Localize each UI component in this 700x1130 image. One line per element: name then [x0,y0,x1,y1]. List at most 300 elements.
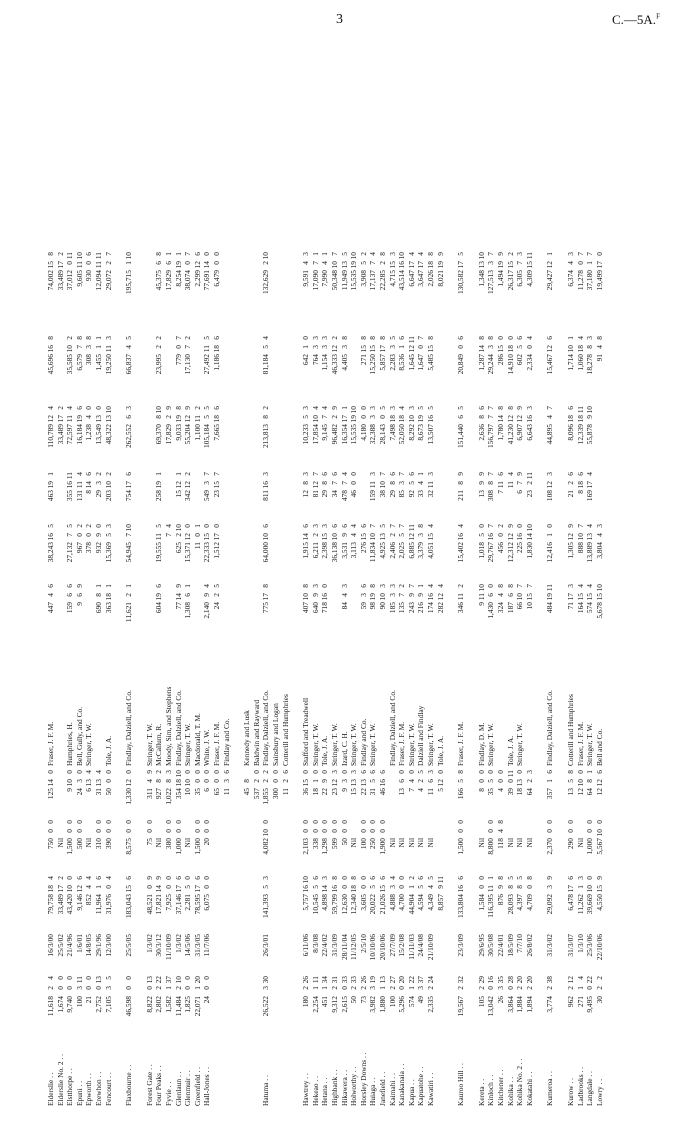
table-cell: 0 [496,336,505,340]
table-cell: 8,292 [406,424,416,441]
table-cell: 354 [173,788,183,800]
table-cell: 0 [55,976,65,980]
table-cell: 0 [94,524,103,528]
table-cell: 15 [524,261,534,269]
table-cell: 0 [164,885,173,889]
table-cell: 7 [320,415,330,419]
table-cell: 3 [74,986,84,990]
table-cell: 2 [46,986,55,990]
run-name: Kereta . . [476,1078,486,1106]
table-cell: 9 [310,593,320,597]
table-cell: 0 [515,524,525,528]
table-cell: 0 [406,770,416,774]
table-cell: 21/4/96 [65,934,75,957]
table-cell: 8 [330,876,339,880]
table-cell: 6 [406,472,416,476]
table-cell: 16 [426,593,435,601]
table-cell: 74,002 [46,270,55,291]
table-cell: 20 [397,976,407,984]
table-cell: 1 [406,885,416,889]
table-cell: 8 [164,779,173,783]
table-cell: 19 [349,415,359,423]
table-cell: 100 [74,996,84,1008]
table-cell: 12 [183,533,193,541]
table-cell: 14 [173,593,183,601]
table-cell: 10 [173,976,183,984]
table-cell: 0 [251,770,261,774]
agent-name: Findlay, Dalziell, and Co. [545,690,555,766]
table-cell: 9,146 [74,894,84,911]
table-cell: 0 [330,829,339,833]
table-cell: 3 [221,779,231,783]
table-cell: 10 [594,829,604,837]
agent-name: Bell, Gully, and Co. [74,706,84,766]
table-cell: 4 [416,481,426,485]
table-cell: 12 [515,415,525,423]
table-cell: 0 [84,533,94,537]
table-cell: 96,482 [330,424,339,445]
table-cell: 9 [164,406,173,410]
table-cell: 380 [164,838,173,850]
table-cell: 0 [545,820,555,824]
run-name: Flaxbourne . . [124,1064,134,1106]
table-cell: 29/1/96 [94,934,103,957]
table-cell: 16 [456,885,466,893]
table-cell: 0 [103,820,113,824]
table-cell: 19,555 [154,542,164,563]
table-cell: 30 [594,996,604,1004]
table-cell: 0 [103,770,113,774]
table-cell: 15 [378,885,387,893]
table-cell: 3 [103,524,113,528]
table-cell: 3,379 [416,542,426,559]
table-cell: 4,898 [320,894,330,911]
table-cell: 0 [74,533,84,537]
table-cell: 64 [524,788,534,796]
table-cell: 852 [84,894,94,906]
table-cell: 12 [505,415,515,423]
table-cell: 3 [397,481,407,485]
table-cell: 4,082 [261,838,271,855]
table-cell: 4,709 [524,894,534,911]
run-name: Highbank . . [330,1069,339,1106]
table-cell: 8,536 [397,354,407,371]
table-cell: 4,309 [524,270,534,287]
agent-name: Fraser, J. F. M. [212,721,221,766]
table-cell: 0 [183,261,193,265]
table-cell: 174 [426,602,435,614]
table-cell: 31 [330,976,339,984]
table-cell: 6,579 [74,354,84,371]
table-cell: Nil [416,838,426,848]
table-cell: 10 [124,524,134,532]
agent-name: Stringer, T. W. [585,723,595,766]
table-cell: 1 [192,986,202,990]
table-cell: 98 [368,602,378,610]
table-cell: 2 [251,779,261,783]
table-cell: 12 [435,779,445,787]
table-row [486,40,495,1110]
table-cell: 36,138 [330,542,339,563]
agent-name: Stringer, T. W. [144,723,154,766]
table-cell: 10 [261,533,271,541]
table-cell: 9 [566,524,575,528]
table-cell: 19 [416,415,426,423]
table-cell: 2,025 [397,542,407,559]
table-cell: 599 [330,838,339,850]
table-cell: 9 [505,524,515,528]
table-cell: 10 [594,584,604,592]
table-cell: 1,894 [524,996,534,1013]
table-cell: 3 [94,481,103,485]
table-cell: 12 [301,490,311,498]
table-cell: 2 [103,472,113,476]
table-cell: 6,907 [515,424,525,441]
table-cell: 38 [378,490,387,498]
table-cell: 15 [358,533,368,541]
table-cell: 22 [585,976,595,984]
table-cell: 0 [103,829,113,833]
table-row [545,40,554,1110]
table-row [426,40,435,1110]
table-cell: 0 [349,481,359,485]
table-cell: 31/3/09 [330,934,339,957]
table-cell: 0 [397,986,407,990]
table-cell: 11 [456,593,466,601]
table-cell: 5,485 [426,354,435,371]
table-cell: 38 [545,976,555,984]
table-cell: 3 [103,336,113,340]
table-cell: 15,535 [349,270,359,291]
run-name: Kinloch . . [486,1074,496,1106]
table-cell: 2 [456,584,466,588]
table-cell: 18 [212,415,221,423]
table-cell: 29,767 [486,542,496,563]
table-cell: 4,550 [594,894,604,911]
table-cell: 6 [202,788,212,792]
table-cell: 16 [524,415,534,423]
table-cell: 43,514 [397,270,407,291]
table-cell: 463 [46,490,55,502]
table-cell: 1,645 [406,354,416,371]
table-cell: 0 [94,986,103,990]
table-cell: 1,855 [261,788,271,805]
table-cell: 1,584 [476,894,486,911]
table-cell: 17 [566,885,575,893]
table-cell: 5 [378,524,387,528]
table-cell: 7 [164,533,173,537]
table-cell: 4 [397,406,407,410]
table-cell: 19 [173,415,183,423]
table-cell: 342 [183,490,193,502]
table-cell: 0 [545,829,555,833]
table-cell: 8 [486,481,496,485]
table-cell: 0 [594,820,604,824]
table-cell: 59 [358,602,368,610]
table-cell: 6 [65,593,75,597]
table-cell: 1 [545,252,555,256]
table-cell: 33,489 [55,894,65,915]
table-cell: 2 [183,472,193,476]
table-cell: 84 [339,602,349,610]
table-cell: 4 [46,976,55,980]
table-cell: 1 [585,261,595,265]
agent-name: Findlay, Dalziell, and Co. [387,690,397,766]
table-cell: 6 [124,415,134,419]
table-cell: 18 [515,788,525,796]
table-cell: 23/3/09 [456,934,466,957]
table-cell: 930 [84,270,94,282]
table-cell: 4 [505,472,515,476]
table-cell: 7 [486,472,496,476]
table-row [75,40,84,1110]
table-row [378,40,387,1110]
table-cell: 15 [387,261,397,269]
table-cell: 6 [124,876,134,880]
table-cell: 18 [212,345,221,353]
table-cell: 33,489 [55,424,65,445]
table-cell: 4 [202,584,212,588]
table-cell: 0 [486,820,496,824]
table-cell: 967 [74,542,84,554]
table-cell: 6 [192,252,202,256]
table-cell: 52,050 [397,424,407,445]
table-cell: 10 [183,788,193,796]
table-cell: 33 [339,976,349,984]
table-cell: 15 [358,345,368,353]
table-cell: 3 [124,406,134,410]
table-cell: 1 [575,986,585,990]
table-cell: 8 [496,406,505,410]
table-cell: 2,026 [426,270,435,287]
table-cell: 17 [173,885,183,893]
table-cell: 0 [397,885,407,889]
table-cell: 0 [261,820,271,824]
table-cell: 3 [566,252,575,256]
table-cell: 2 [261,779,271,783]
table-cell: 22 [358,788,368,796]
table-cell: 11 [486,885,496,893]
table-cell: 203 [103,490,113,502]
table-cell: 29/6/95 [476,934,486,957]
table-cell: 2 [505,252,515,256]
table-cell: 10 [154,406,164,414]
table-cell: 1,780 [496,424,505,441]
table-cell: 2 [154,345,164,349]
run-name: Hetana . . [320,1077,330,1106]
table-cell: 17,090 [310,270,320,291]
table-cell: 35,585 [65,354,75,375]
table-cell: 0 [486,584,496,588]
table-cell: 9 [339,533,349,537]
table-cell: 2 [212,593,221,597]
table-cell: Nil [84,838,94,848]
table-cell: 7 [496,490,505,494]
table-row [281,40,290,1110]
table-cell: 0 [320,820,330,824]
table-cell: 0 [46,770,55,774]
table-cell: 0 [46,820,55,824]
table-cell: 10,233 [301,424,311,445]
table-cell: 8 [515,885,525,889]
table-cell: 3 [320,876,330,880]
table-cell: 0 [202,829,212,833]
table-cell: 16 [261,481,271,489]
table-cell: 37,180 [585,270,595,291]
table-cell: 250 [368,838,378,850]
table-cell: 0 [271,770,280,774]
table-cell: 1 [94,584,103,588]
table-cell: 2 [566,986,575,990]
table-cell: 19 [496,261,505,269]
table-cell: 0 [368,820,378,824]
table-cell: 5 [397,533,407,537]
run-name: Glenlaun . . [173,1071,183,1106]
table-cell: 1 [585,770,595,774]
table-cell: 17,854 [310,424,320,445]
table-cell: 14 [301,533,311,541]
table-cell: 3 [387,406,397,410]
table-cell: 2 [387,986,397,990]
table-cell: 8 [173,406,183,410]
table-cell: 4 [575,976,585,980]
table-cell: 6 [397,779,407,783]
table-cell: 4 [456,524,466,528]
table-cell: 32 [426,490,435,498]
table-cell: 10 [515,593,525,601]
table-cell: 5 [486,779,496,783]
table-cell: 8 [261,415,271,419]
table-cell: 12,340 [349,894,359,915]
table-cell: 2 [397,584,407,588]
table-cell: 22,333 [202,542,212,563]
table-cell: 1,500 [192,838,202,855]
table-cell: 0 [212,261,221,265]
table-cell: 9 [416,593,426,597]
agent-name: Fraser, J. F. M. [397,721,407,766]
table-row [368,40,377,1110]
table-cell: 10 [397,252,407,260]
table-cell: 7 [103,252,113,256]
table-cell: 0 [339,829,349,833]
table-cell: 0 [330,820,339,824]
table-cell: 11 [368,481,378,489]
run-name: Kapuatohe . . [416,1066,426,1106]
table-cell: 2,752 [94,996,103,1013]
table-cell: 2 [330,336,339,340]
table-cell: 0 [378,829,387,833]
table-cell: 28 [505,976,515,984]
table-cell: 0 [320,770,330,774]
table-cell: 0 [84,976,94,980]
table-cell: 7 [173,336,183,340]
table-cell: 0 [585,829,595,833]
table-cell: 12 [406,533,416,541]
table-cell: 5 [202,406,212,410]
table-cell: 8 [320,481,330,485]
table-cell: 2 [173,533,183,537]
table-cell: 20 [524,976,534,984]
table-cell: 0 [65,976,75,980]
table-cell: 2 [330,986,339,990]
table-cell: 5 [368,885,378,889]
table-cell: 13 [94,415,103,423]
table-cell: 9 [515,472,525,476]
table-cell: 11 [435,876,445,884]
table-cell: 8 [594,336,604,340]
table-cell: 4,594 [416,894,426,911]
table-cell: 11,278 [575,270,585,291]
run-name: Kanakanaia . . [397,1063,407,1106]
table-row [202,40,211,1110]
table-cell: 3,908 [358,270,368,287]
table-cell: 11/7/06 [202,934,212,957]
table-cell: 8,021 [435,270,445,287]
table-cell: 11 [74,976,84,984]
table-cell: 22,071 [192,996,202,1017]
table-cell: 6 [456,336,466,340]
table-cell: 27 [387,976,397,984]
table-cell: 5 [426,876,435,880]
table-cell: 15 [212,481,221,489]
table-cell: 0 [202,876,212,880]
table-cell: 22 [154,976,164,984]
table-cell: Nil [406,838,416,848]
table-cell: 17 [55,415,65,423]
table-cell: 9 [74,584,84,588]
table-cell: 11 [192,542,202,550]
table-cell: 20 [515,976,525,984]
table-cell: 45,696 [46,354,55,375]
table-cell: 14 [320,885,330,893]
table-cell: 185 [387,602,397,614]
table-cell: 11 [94,261,103,269]
table-cell: 0 [46,829,55,833]
table-cell: 3 [261,986,271,990]
table-cell: 3 [545,472,555,476]
table-cell: 0 [84,406,94,410]
table-cell: 6,643 [524,424,534,441]
table-cell: 1 [94,345,103,349]
table-cell: 105,184 [202,424,212,449]
table-cell: 17 [416,261,426,269]
table-cell: 5 [154,524,164,528]
table-cell: 3 [368,986,378,990]
table-cell: 66,837 [124,354,134,375]
table-cell: 12 [330,345,339,353]
table-cell: 12,630 [339,894,349,915]
table-cell: 2 [55,252,65,256]
table-cell: 0 [505,986,515,990]
table-cell: 3 [349,770,359,774]
table-cell: 888 [575,542,585,554]
table-cell: 9,145 [320,424,330,441]
table-cell: 18/5/09 [505,934,515,957]
table-cell: 6 [505,593,515,597]
table-cell: 69,370 [154,424,164,445]
run-name: Kohika No. 2 . . [515,1058,525,1106]
table-cell: 0 [84,986,94,990]
table-cell: 90 [378,602,387,610]
table-cell: 286 [496,354,505,366]
table-cell: 19,499 [594,270,604,291]
run-name: Holworthy . . [349,1066,359,1106]
table-cell: 0 [124,976,134,980]
table-cell: 4 [585,524,595,528]
run-name: Kumeroa . . [545,1071,555,1106]
table-cell: 2,283 [387,354,397,371]
table-cell: 1,714 [566,354,575,371]
